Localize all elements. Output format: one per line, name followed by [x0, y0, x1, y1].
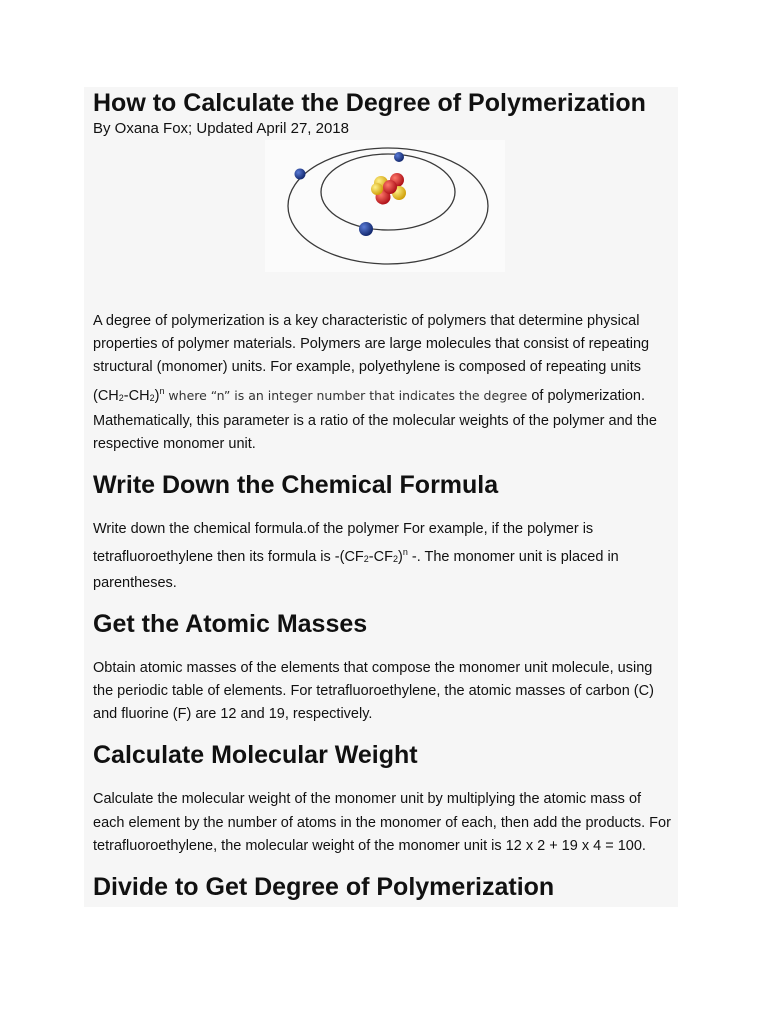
electron	[394, 152, 404, 162]
section-text: Write down the chemical formula.of the polymer For example, if the polymer is tetrafluoroethylene then its formula is -(CF	[93, 521, 594, 566]
section-text: -CF	[368, 549, 393, 566]
intro-text: -CH	[123, 387, 150, 404]
article	[93, 87, 673, 902]
superscript: n	[402, 547, 408, 558]
intro-text: of polymerization. Mathematically, this parameter is a ratio of the molecular weights of the polymer and the respective monomer unit.	[93, 387, 657, 453]
intro-text: where “n” is an integer number that indicates the degree	[164, 387, 528, 403]
section-heading: Get the Atomic Masses	[93, 609, 368, 638]
figure-container	[93, 140, 673, 288]
intro-text: )	[154, 387, 160, 404]
subscript: 2	[363, 554, 369, 565]
subscript: 2	[149, 392, 155, 403]
outer-orbit	[288, 148, 488, 264]
nucleus	[371, 173, 406, 205]
subscript: 2	[118, 392, 124, 403]
section-paragraph: Obtain atomic masses of the elements that compose the monomer unit molecule, using the periodic table of elements. For tetrafluoroethylene, the atomic masses of carbon (C) and fluorine (F) are 12 and 19, respectively.	[93, 659, 654, 723]
section-heading: Divide to Get Degree of Polymerization	[93, 873, 555, 902]
intro-text: A degree of polymerization is a key characteristic of polymers that determine physical properties of polymer materials. Polymers are large molecules that consist of repeating structural (monomer) units. For example, polyethylene is composed of repeating units (CH	[93, 313, 650, 404]
article-title: How to Calculate the Degree of Polymerization	[93, 89, 646, 117]
atom-illustration	[265, 140, 505, 272]
atom-model-icon	[265, 140, 505, 272]
intro-paragraph	[93, 310, 673, 456]
superscript: n	[159, 385, 165, 396]
electron	[295, 169, 306, 180]
section-paragraph	[93, 518, 673, 595]
section-heading: Calculate Molecular Weight	[93, 741, 418, 770]
subscript: 2	[392, 554, 398, 565]
section-heading: Write Down the Chemical Formula	[93, 471, 499, 500]
section-text: -. The monomer unit is placed in parentheses.	[93, 549, 619, 591]
section-paragraph: Calculate the molecular weight of the monomer unit by multiplying the atomic mass of each element by the number of atoms in the monomer of each, then add the products. For tetrafluoroethylene, the molecular weight of the monomer unit is 12 x 2 + 19 x 4 = 100.	[93, 791, 671, 854]
article-byline: By Oxana Fox; Updated April 27, 2018	[93, 120, 349, 137]
section-text: )	[397, 549, 403, 566]
electron	[359, 222, 373, 236]
